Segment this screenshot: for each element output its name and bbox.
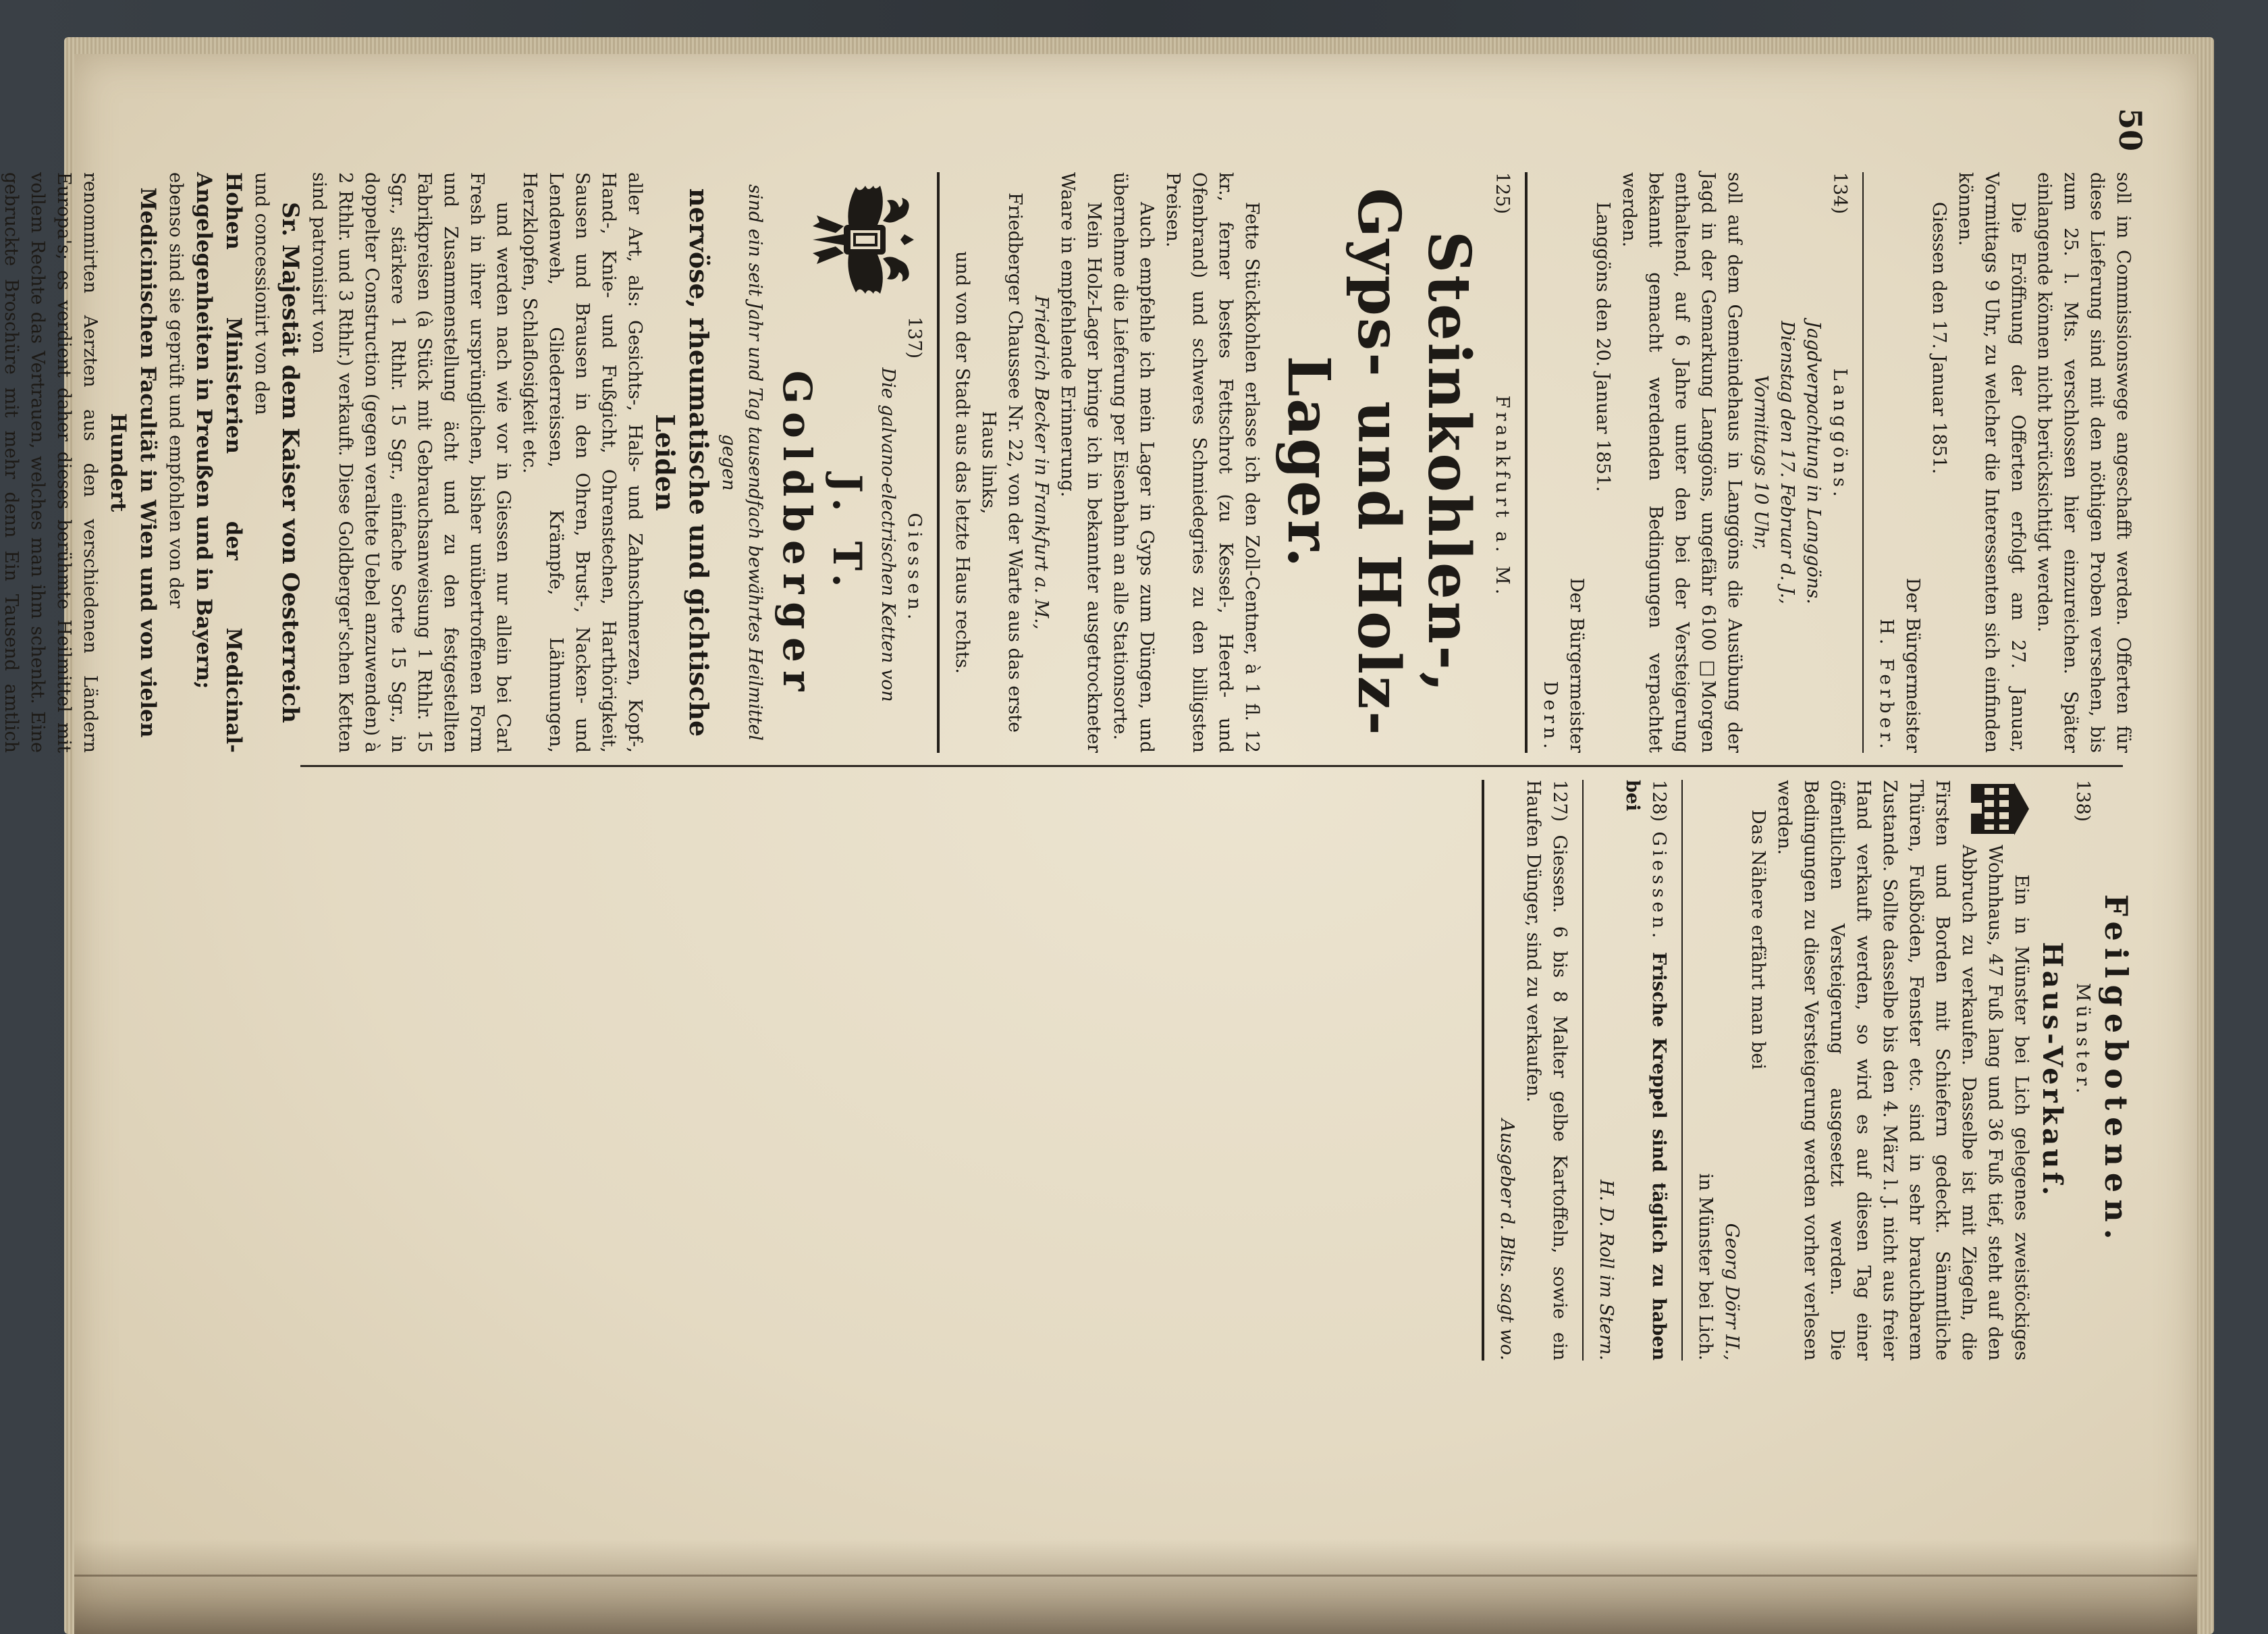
- ad-number: 125): [1492, 172, 1513, 215]
- ad-title: Haus-Verkauf.: [2036, 941, 2068, 1199]
- ad-number: 138): [2072, 780, 2093, 822]
- ad-paragraph: ebenso sind sie geprüft und empfohlen von der: [165, 172, 186, 608]
- right-column: [300, 780, 2136, 1361]
- page-gutter-shadow: [74, 1539, 2197, 1634]
- ad-127: [1494, 780, 1573, 1361]
- ad-date: Dienstag den 17. Februar d. J.,: [1777, 321, 1798, 604]
- ad-signature-place: in Münster bei Lich.: [1695, 1173, 1716, 1361]
- ad-134: [1537, 172, 1853, 753]
- divider: [1482, 780, 1484, 1361]
- ad-paragraph: renommirten Aerzten aus den verschiedenen Ländern Europa's; es verdient daher dieses berühmte Heilmittel mit vollem Rechte das Vertrauen, welches man ihm schenkt. Eine gebruckte Broschüre mit mehr denn Ein Tausend amtlich: [1, 172, 101, 753]
- ad-body: soll auf dem Gemeindehaus in Langgöns die Ausübung der Jagd in der Gemarkung Langgöns, ungefähr 6100 □Morgen enthaltend, auf 6 Jahre unter den bei der Versteigerung bekannt gemacht werdenden Bedingungen verpachtet werden.: [1619, 172, 1745, 753]
- divider: [1525, 172, 1528, 753]
- ad-place: Giessen.: [1648, 831, 1669, 943]
- left-column: [1, 172, 2136, 753]
- ad-number: 127): [1549, 780, 1570, 822]
- ad-lead: Die galvano-electrischen Ketten von: [878, 367, 898, 702]
- ad-faculty: Medicinischen Facultät in Wien und von vielen Hundert: [106, 187, 160, 738]
- ad-125: [949, 172, 1515, 753]
- divider: [937, 172, 940, 753]
- ad-paragraph: Auch empfehle ich mein Lager in Gyps zum Düngen, und übernehme die Lieferung per Eisenbahn an alle Stationsorte.: [1110, 172, 1157, 753]
- intro-paragraph: Die Eröffnung der Offerten erfolgt am 27. Januar, Vormittags 9 Uhr, zu welcher die Interessenten sich einfinden können.: [1955, 172, 2028, 753]
- ad-place: Langgöns.: [1829, 368, 1850, 501]
- ad-address: Friedberger Chaussee Nr. 22, von der Warte aus das erste Haus links,: [978, 192, 1025, 733]
- ad-lead: sind ein seit Jahr und Tag tausendfach bewährtes Heilmittel gegen: [718, 184, 765, 741]
- ad-number: 134): [1829, 172, 1850, 215]
- ad-place: Giessen.: [904, 512, 925, 624]
- intro-paragraph: soll im Commissionswege angeschafft werden. Offerten für diese Lieferung sind mit den nöthigen Proben versehen, bis zum 25. l. Mts. verschlossen hier einzureichen. Später einlangende können nicht berücksichtigt werden.: [2034, 172, 2134, 753]
- ad-137: [0, 172, 927, 753]
- ad-128: [1593, 780, 1672, 1361]
- rotated-page-content: [1, 108, 2149, 1361]
- ad-ministries: Hohen Ministerien der Medicinal-Angelegenheiten in Preußen und in Bayern;: [192, 172, 246, 753]
- ad-place: Münster.: [2072, 982, 2093, 1098]
- ad-subtitle: nervöse, rheumatische und gichtische Leiden: [650, 188, 714, 737]
- ad-number: 128): [1648, 780, 1669, 822]
- ad-place-date: Langgöns den 20. Januar 1851.: [1592, 202, 1613, 492]
- ad-paragraph: aller Art, als: Gesichts-, Hals- und Zahnschmerzen, Kopf-, Hand-, Knie- und Fußgicht, Ohrenstechen, Harthörigkeit, Sausen und Brausen in den Ohren, Brust-, Nacken- und Lendenweh, Gliederreissen, Krämpfe, Lähmungen, Herzklopfen, Schlaflosigkeit etc.: [519, 172, 645, 753]
- ad-signature-name: Dern.: [1540, 681, 1561, 753]
- ad-address: und von der Stadt aus das letzte Haus rechts.: [952, 251, 973, 675]
- divider: [1862, 172, 1864, 753]
- ad-body: Ein in Münster bei Lich gelegenes zweistöckiges Wohnhaus, 47 Fuß lang und 36 Fuß tief, steht auf den Abbruch zu verkaufen. Dasselbe ist mit Ziegeln, die Firsten und Borden mit Schiefern gedeckt. Sämmtliche Thüren, Fußböden, Fenster etc. sind in sehr brauchbarem Zustande. Sollte dasselbe bis den 4. März l. J. nicht aus freier Hand verkauft werden, so wird es auf diesen Tag einer öffentlichen Versteigerung ausgesetzt werden. Die Bedingungen zu dieser Versteigerung werden vorher verlesen werden.: [1774, 780, 2032, 1361]
- ad-time: Vormittags 10 Uhr,: [1750, 375, 1771, 550]
- ad-paragraph: Mein Holz-Lager bringe ich in bekannter ausgetrockneter Waare in empfehlende Erinnerung.: [1057, 172, 1104, 753]
- ad-paragraph: Fette Stückkohlen erlasse ich den Zoll-Centner, à 1 fl. 12 kr., ferner bestes Fettschrot (zu Kessel-, Heerd- und Ofenbrand) und schweres Schmiedegries zu den billigsten Preisen.: [1162, 172, 1262, 753]
- ad-title-name: J. T. Goldberger: [774, 370, 870, 700]
- intro-signature-name: H. Ferber.: [1876, 618, 1897, 753]
- ad-paragraph: und concessionirt von den: [251, 172, 272, 415]
- page-number: 50: [2112, 108, 2149, 152]
- ad-number: 137): [904, 317, 925, 359]
- ad-signature-title: Der Bürgermeister: [1566, 577, 1587, 753]
- ad-text: Giessen. 6 bis 8 Malter gelbe Kartoffeln, sowie ein Haufen Dünger, sind zu verkaufen.: [1523, 780, 1570, 1361]
- divider: [1681, 780, 1683, 1361]
- intro-paragraph: Giessen den 17. Januar 1851.: [1928, 202, 1949, 475]
- ad-paragraph: und werden nach wie vor in Giessen nur allein bei Carl Fresh in ihrer ursprünglichen, bisher unübertroffenen Form und Zusammenstellung ächt und zu den festgestellten Fabrikpreisen (à Stück mit Gebrauchsanweisung 1 Rthlr. 15 Sgr., stärkere 1 Rthlr. 15 Sgr., einfache Sorte 15 Sgr., in doppelter Construction (gegen veraltete Uebel anzuwenden) à 2 Rthlr. und 3 Rthlr.) verkauft. Diese Goldberger'schen Ketten sind patronisirt von: [308, 172, 514, 753]
- double-headed-eagle-icon: [806, 172, 927, 307]
- ad-title: Steinkohlen-, Gyps- und Holz-Lager.: [1274, 188, 1483, 737]
- ad-signature: Friedrich Becker in Frankfurt a. M.,: [1031, 295, 1052, 630]
- divider: [1582, 780, 1584, 1361]
- ad-138: [1692, 780, 2096, 1361]
- intro-signature-title: Der Bürgermeister: [1902, 577, 1923, 753]
- column-rule: [300, 765, 2123, 767]
- house-woodcut-icon: [1970, 780, 2032, 838]
- ad-signature: Georg Dörr II.,: [1721, 1223, 1742, 1361]
- ad-text: Frische Kreppel sind täglich zu haben bei: [1622, 780, 1669, 1361]
- ad-signature: Ausgeber d. Blts. sagt wo.: [1496, 1119, 1517, 1361]
- ad-place: Frankfurt a. M.: [1492, 395, 1513, 599]
- section-title: Feilgebotenen.: [2098, 894, 2134, 1246]
- ad-info: Das Nähere erfährt man bei: [1748, 810, 1769, 1070]
- ad-signature: H. D. Roll im Stern.: [1596, 1179, 1617, 1361]
- ad-heading: Jagdverpachtung in Langgöns.: [1803, 321, 1824, 604]
- ad-patron: Sr. Majestät dem Kaiser von Oesterreich: [277, 202, 304, 723]
